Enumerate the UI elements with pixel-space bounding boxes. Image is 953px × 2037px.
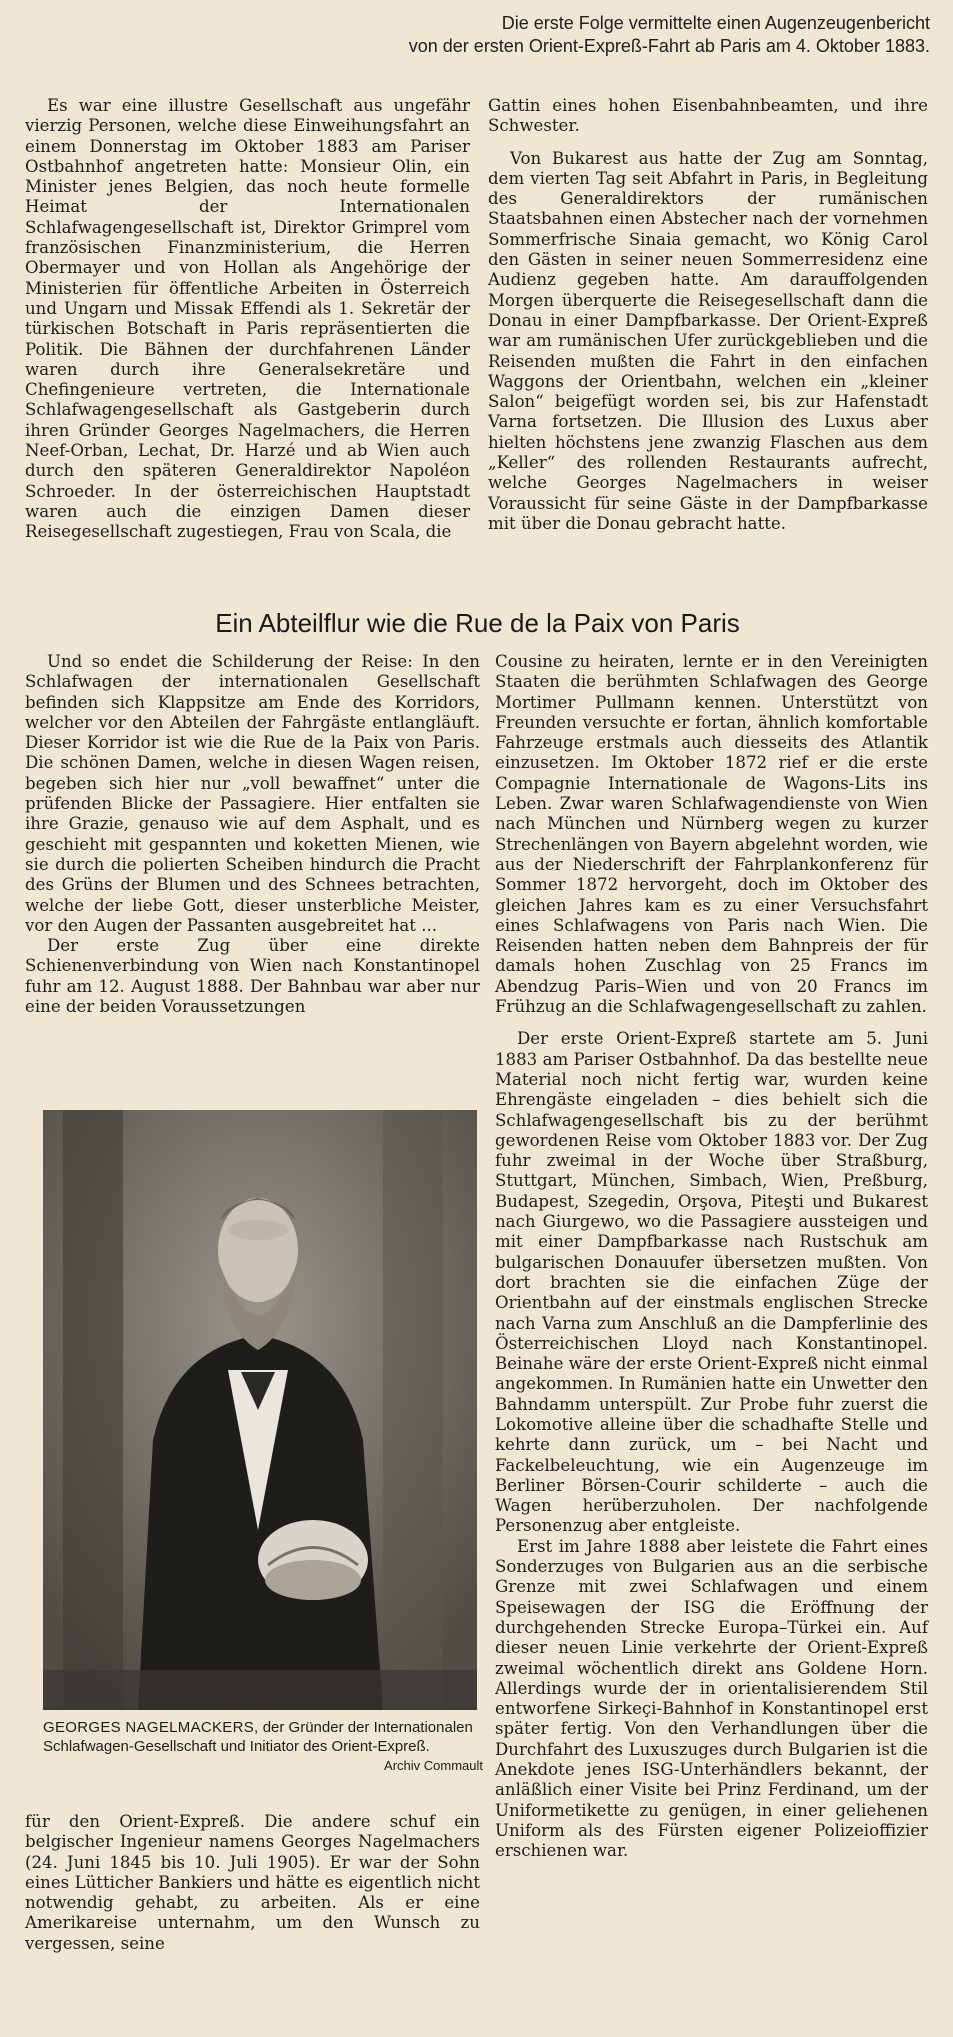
- paragraph: Gattin eines hohen Eisenbahnbeamten, und ihre Schwester.: [488, 96, 928, 136]
- caption-name: GEORGES NAGELMACKERS,: [43, 1719, 259, 1736]
- paragraph: Und so endet die Schilderung der Reise: In den Schlafwagen der internationalen Gesellschaft befinden sich Klappsitze am Ende des Korridors, welcher vor den Abteilen der Fahrgäste entlangläuft. Dieser Korridor ist wie die Rue de la Paix von Paris. Die schönen Damen, welche in diesen Wagen reisen, begeben sich hier nur „voll bewaffnet“ unter die prüfenden Blicke der Passagiere. Hier entfalten sie ihre Grazie, genauso wie auf dem Asphalt, und es geschieht mit gespannten und koketten Mienen, wie sie durch die polierten Scheiben hindurch die Pracht des Grüns der Blumen und des Schnees betrachten, welche der liebe Gott, dieser unsterbliche Meister, vor den Augen der Passanten ausgebreitet hat ...: [25, 652, 480, 935]
- section2-left-column-bottom: [25, 1812, 480, 1954]
- section2-right-column: [495, 652, 928, 1862]
- paragraph: Der erste Orient-Expreß startete am 5. Juni 1883 am Pariser Ostbahnhof. Da das bestellte neue Material noch nicht fertig war, wurden keine Ehrengäste eingeladen – dies behielt sich die Schlafwagengesellschaft bis zu der berühmt gewordenen Reise vom Oktober 1883 vor. Der Zug fuhr zweimal in der Woche über Straßburg, Stuttgart, München, Simbach, Wien, Preßburg, Budapest, Szegedin, Orşova, Piteşti und Bukarest nach Giurgewo, wo die Passagiere aussteigen und mit einer Dampfbarkasse nach Rustschuk am bulgarischen Donauufer übersetzen mußten. Von dort brachten sie die einfachen Züge der Orientbahn auf der einstmals englischen Strecke nach Varna zum Anschluß an die Dampferlinie des Österreichischen Lloyd nach Konstantinopel. Beinahe wäre der erste Orient-Expreß nicht einmal angekommen. In Rumänien hatte ein Unwetter den Bahndamm unterspült. Zur Probe fuhr zuerst die Lokomotive alleine über die schadhafte Stelle und kehrte dann zurück, um – bei Nacht und Fackelbeleuchtung, wie ein Augenzeuge im Berliner Börsen-Courir schilderte – auch die Wagen herüberzuholen. Der nachfolgende Personenzug aber entgleiste.: [495, 1029, 928, 1536]
- photo-credit: Archiv Commault: [384, 1758, 483, 1773]
- paragraph: für den Orient-Expreß. Die andere schuf ein belgischer Ingenieur namens Georges Nagelmachers (24. Juni 1845 bis 10. Juli 1905). Er war der Sohn eines Lütticher Bankiers und hätte es eigentlich nicht notwendig gehabt, zu arbeiten. Als er eine Amerikareise unternahm, um den Wunsch zu vergessen, seine: [25, 1812, 480, 1953]
- caption-text: der Gründer der Internationalen Schlafwagen-Gesellschaft und Initiator des Orient-Expreß.: [43, 1719, 473, 1755]
- paragraph: Cousine zu heiraten, lernte er in den Vereinigten Staaten die berühmten Schlafwagen des George Mortimer Pullmann kennen. Unterstützt von Freunden versuchte er fortan, ähnlich komfortable Fahrzeuge erstmals auch diesseits des Atlantik einzusetzen. Im Oktober 1872 rief er die erste Compagnie Internationale de Wagons-Lits ins Leben. Zwar waren Schlafwagendienste von Wien nach München und Nürnberg wegen zu kurzer Strechenlängen von Bayern abgelehnt worden, wie aus der Niederschrift der Fahrplankonferenz für Sommer 1872 hervorgeht, doch im Oktober des gleichen Jahres kam es zu einer Versuchsfahrt eines Schlafwagens von Paris nach Wien. Die Reisenden hatten neben dem Bahnpreis der für damals hohen Zuschlag von 25 Francs im Abendzug Paris–Wien und von 20 Francs im Frühzug an die Schlafwagengesellschaft zu zahlen.: [495, 652, 928, 1017]
- section1-right-column: [488, 96, 928, 534]
- section-headline: Ein Abteilflur wie die Rue de la Paix von Paris: [215, 608, 740, 638]
- portrait-photo: [43, 1110, 477, 1710]
- section2-left-column-top: [25, 652, 480, 1017]
- paragraph: Von Bukarest aus hatte der Zug am Sonntag, dem vierten Tag seit Abfahrt in Paris, in Begleitung des Generaldirektors der rumänischen Staatsbahnen einen Abstecher nach der vornehmen Sommerfrische Sinaia gemacht, wo König Carol den Gästen in seiner neuen Sommerresidenz eine Audienz gegeben hatte. Am darauffolgenden Morgen überquerte die Reisegesellschaft dann die Donau in einer Dampfbarkasse. Der Orient-Expreß war am rumänischen Ufer zurückgeblieben und die Reisenden mußten die Fahrt in den einfachen Waggons der Orientbahn, welchen ein „kleiner Salon“ beigefügt worden sei, bis zur Hafenstadt Varna fortsetzen. Die Illusion des Luxus aber hielten höchstens jene zwanzig Flaschen aus dem „Keller“ des rollenden Restaurants aufrecht, welche Georges Nagelmachers in weiser Voraussicht für seine Gäste in der Dampfbarkasse mit über die Donau gebracht hatte.: [488, 148, 928, 533]
- intro-line-2: von der ersten Orient-Expreß-Fahrt ab Paris am 4. Oktober 1883.: [408, 36, 930, 56]
- portrait-image: [43, 1110, 477, 1710]
- paragraph: Erst im Jahre 1888 aber leistete die Fahrt eines Sonderzuges von Bulgarien aus an die serbische Grenze mit zwei Schlafwagen und einem Speisewagen der ISG die Eröffnung der durchgehenden Strecke Europa–Türkei ein. Auf dieser neuen Linie verkehrte der Orient-Expreß zweimal wöchentlich direkt ans Goldene Horn. Allerdings wurde der in orientalisierendem Stil entworfene Sirkeçi-Bahnhof in Konstantinopel erst später fertig. Von den Verhandlungen über die Durchfahrt des Luxuszuges durch Bulgarien ist die Anekdote jenes ISG-Unterhändlers bekannt, der anläßlich einer Visite bei Prinz Ferdinand, um der Uniformetikette zu genügen, in einer geliehenen Uniform als des Fürsten eigener Polizeioffizier erschienen war.: [495, 1536, 928, 1861]
- paragraph: Es war eine illustre Gesellschaft aus ungefähr vierzig Personen, welche diese Einweihungsfahrt an einem Donnerstag im Oktober 1883 am Pariser Ostbahnhof angetreten hatte: Monsieur Olin, ein Minister jenes Belgien, das noch heute formelle Heimat der Internationalen Schlafwagengesellschaft ist, Direktor Grimprel vom französischen Finanzministerium, die Herren Obermayer und von Hollan als Angehörige der Ministerien für öffentliche Arbeiten in Österreich und Ungarn und Missak Effendi als 1. Sekretär der türkischen Botschaft in Paris repräsentierten die Politik. Die Bähnen der durchfahrenen Länder waren durch ihre Generalsekretäre und Chefingenieure vertreten, die Internationale Schlafwagengesellschaft als Gastgeberin durch ihren Gründer Georges Nagelmachers, die Herren Neef-Orban, Lechat, Dr. Harzé und ab Wien auch durch den späteren Generaldirektor Napoléon Schroeder. In der österreichischen Hauptstadt waren auch die einzigen Damen dieser Reisegesellschaft zugestiegen, Frau von Scala, die: [25, 96, 470, 542]
- intro-lead: [25, 12, 930, 58]
- photo-caption: [43, 1718, 483, 1775]
- intro-line-1: Die erste Folge vermittelte einen Augenzeugenbericht: [501, 13, 930, 33]
- section1-left-column: [25, 96, 470, 543]
- paragraph: Der erste Zug über eine direkte Schienenverbindung von Wien nach Konstantinopel fuhr am 12. August 1888. Der Bahnbau war aber nur eine der beiden Voraussetzungen: [25, 936, 480, 1017]
